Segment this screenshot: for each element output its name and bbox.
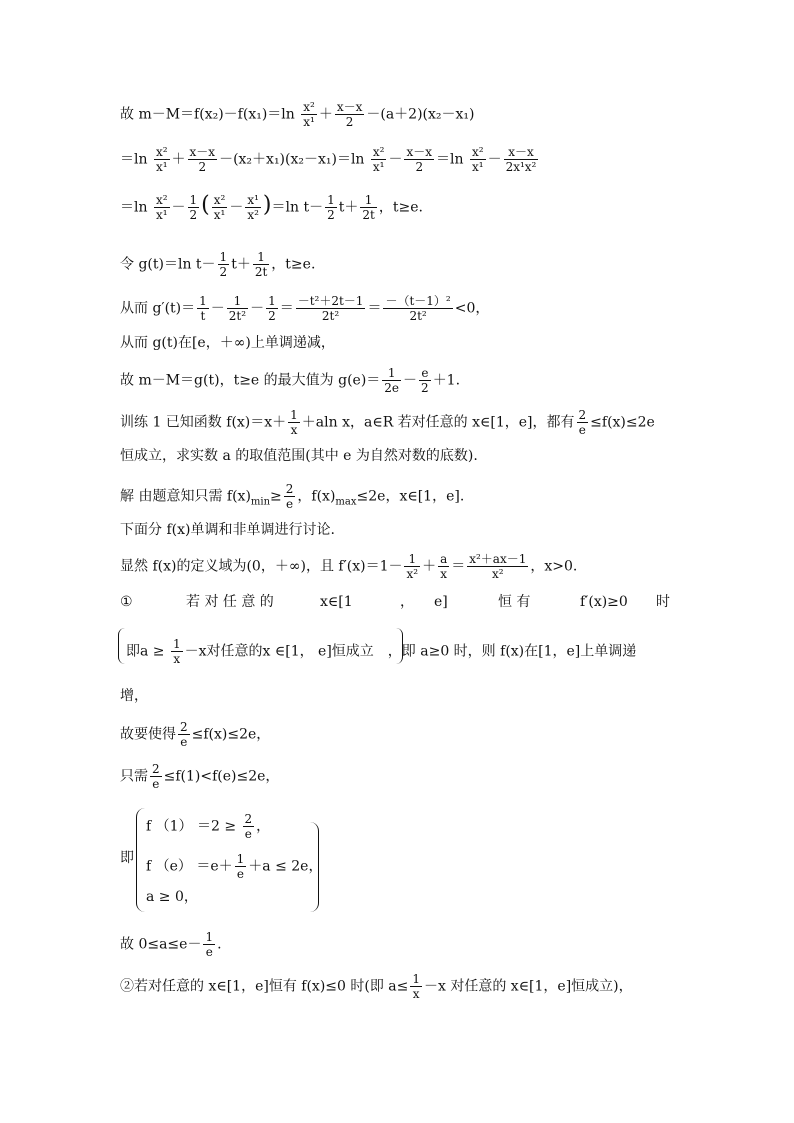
fraction <box>218 250 230 279</box>
denominator: 2x¹x² <box>505 160 537 174</box>
fraction <box>404 552 420 581</box>
fraction <box>266 294 278 323</box>
text: ( <box>201 192 210 218</box>
numerator: 2 <box>152 762 160 776</box>
text: 时 <box>656 594 670 610</box>
denominator: x¹ <box>155 208 168 222</box>
denominator: x² <box>467 566 528 581</box>
denominator: 2 <box>189 208 198 222</box>
denominator: x <box>438 566 449 581</box>
denominator: x¹ <box>471 160 484 174</box>
numerator: a <box>440 552 448 566</box>
numerator: 1 <box>199 294 207 308</box>
text: － <box>210 300 225 317</box>
fraction <box>288 408 300 437</box>
numerator: 1 <box>219 250 228 264</box>
text: ＝ <box>451 558 466 575</box>
denominator: 2t² <box>296 308 366 323</box>
system-line-2 <box>146 852 322 881</box>
denominator: x¹ <box>303 115 315 129</box>
numerator: 1 <box>233 294 242 308</box>
text: ，即 a≥0 时，则 f(x)在[1，e]上单调递 <box>387 643 637 660</box>
fraction <box>404 145 434 174</box>
fraction <box>335 100 365 129</box>
text: ＝ln <box>120 151 152 168</box>
text: t＋ <box>338 199 359 216</box>
fraction <box>178 720 190 749</box>
numerator: 1 <box>257 250 265 264</box>
text: t＋ <box>231 256 251 273</box>
denominator: e <box>243 826 255 841</box>
numerator: x－x <box>336 100 363 114</box>
text: 即a ≥ <box>126 643 169 660</box>
fraction <box>154 145 170 174</box>
fraction <box>243 812 255 841</box>
text: ②若对任意的 x∈[1，e]恒有 f(x)≤0 时(即 a≤ <box>120 978 409 995</box>
text: 从而 g′(t)＝ <box>120 300 196 317</box>
denominator: x² <box>406 567 419 581</box>
denominator: 2t² <box>383 308 452 323</box>
text: . <box>217 936 222 953</box>
numerator: x² <box>372 145 385 159</box>
denominator: t <box>197 308 209 323</box>
equation-line-7 <box>120 366 460 395</box>
text: － <box>487 151 502 168</box>
fraction <box>470 145 486 174</box>
text: ＋aln x，a∈R 若对任意的 x∈[1，e]，都有 <box>301 414 575 431</box>
text: ＋1. <box>432 372 461 389</box>
numerator: 1 <box>172 637 181 651</box>
subscript: max <box>335 496 357 508</box>
denominator: x¹ <box>155 160 168 174</box>
fraction <box>188 145 218 174</box>
numerator: 1 <box>412 972 420 986</box>
text: 即 <box>120 850 134 866</box>
text: 故 0≤a≤e－ <box>120 936 202 953</box>
text: 解 由题意知只需 f(x) <box>120 488 251 505</box>
denominator: e <box>235 866 247 881</box>
text: 从而 g(t)在[e，＋∞)上单调递减， <box>120 335 335 351</box>
denominator: 2t <box>254 265 268 279</box>
denominator: e <box>150 776 162 791</box>
numerator: x² <box>155 193 168 207</box>
text: － <box>250 300 265 317</box>
denominator: x <box>288 422 300 437</box>
fraction <box>301 100 317 129</box>
fraction <box>467 552 528 581</box>
text: － <box>171 199 186 216</box>
numerator: 2 <box>578 408 587 422</box>
denominator: 2 <box>404 159 434 174</box>
system-line-1 <box>146 812 270 841</box>
fraction <box>296 294 366 323</box>
denominator: 2 <box>219 265 228 279</box>
text: a ≥ 0， <box>146 889 198 905</box>
text: ，x>0. <box>530 558 578 575</box>
text: 训练 1 已知函数 f(x)＝x＋ <box>120 414 287 431</box>
numerator: 2 <box>244 812 253 826</box>
numerator: 2 <box>180 720 188 734</box>
text: ， <box>400 594 414 610</box>
numerator: x²＋ax－1 <box>469 552 527 566</box>
solution-line-1 <box>120 482 464 512</box>
denominator: 2e <box>384 381 400 395</box>
text: f （e） ＝e＋ <box>146 858 233 875</box>
numerator: x² <box>303 100 315 114</box>
denominator: e <box>203 944 215 959</box>
numerator: 1 <box>408 552 417 566</box>
numerator: 1 <box>290 408 298 422</box>
text: －x对任意的x ∈[1， e]恒成立 <box>184 643 374 660</box>
text: 恒 有 <box>498 594 531 610</box>
denominator: x¹ <box>372 160 385 174</box>
text: － <box>229 199 244 216</box>
text: ，t≥e. <box>271 256 316 273</box>
text: ≤f(x)≤2e， <box>191 726 271 743</box>
text: ＝ <box>279 300 294 317</box>
equation-line-4 <box>120 250 315 279</box>
text: 增， <box>120 688 148 704</box>
text: 若 对 任 意 的 <box>186 594 274 610</box>
text: 显然 f(x)的定义域为(0，＋∞)，且 f′(x)＝1－ <box>120 558 403 575</box>
text: 故 m－M＝g(t)，t≥e 的最大值为 g(e)＝ <box>120 372 381 389</box>
text: f′(x)≥0 <box>580 594 628 610</box>
text: ＋a ≤ 2e， <box>248 858 323 875</box>
fraction <box>197 294 209 323</box>
equation-line-16 <box>120 720 270 749</box>
fraction <box>438 552 449 581</box>
text: －(a＋2)(x₂－x₁) <box>366 106 475 123</box>
text: e] <box>434 594 448 610</box>
numerator: x¹ <box>247 193 259 207</box>
numerator: x－x <box>189 145 216 159</box>
subscript: min <box>250 496 271 508</box>
denominator: x¹ <box>213 208 226 222</box>
numerator: 1 <box>189 193 198 207</box>
text: －(x₂＋x₁)(x₂－x₁)＝ln <box>219 151 369 168</box>
numerator: x² <box>213 193 226 207</box>
denominator: 2t <box>362 208 375 222</box>
text: －x 对任意的 x∈[1，e]恒成立)， <box>424 978 633 995</box>
fraction <box>171 637 183 666</box>
text: ≤f(1)<f(e)≤2e， <box>163 768 280 785</box>
text: 故要使得 <box>120 726 176 743</box>
text: ≤2e，x∈[1，e]. <box>356 488 465 505</box>
case-1-condition <box>126 637 636 666</box>
numerator: x² <box>471 145 484 159</box>
denominator: 2t² <box>228 309 247 323</box>
text: ) <box>262 192 272 218</box>
text: ≥ <box>270 488 282 505</box>
numerator: 2 <box>285 482 294 496</box>
denominator: 2 <box>335 114 365 129</box>
exercise-statement-line-1 <box>120 408 655 437</box>
text: ， <box>256 818 271 835</box>
text: ＝ln <box>436 151 468 168</box>
text: ，f(x) <box>297 488 336 505</box>
fraction <box>577 408 589 437</box>
fraction <box>383 294 452 323</box>
system-left-brace <box>136 808 145 912</box>
fraction <box>419 366 431 395</box>
text: 下面分 f(x)单调和非单调进行讨论. <box>120 522 335 538</box>
fraction <box>410 972 422 1001</box>
text: 故 m－M＝f(x₂)－f(x₁)＝ln <box>120 106 300 123</box>
numerator: x² <box>155 145 168 159</box>
numerator: 1 <box>327 193 335 207</box>
equation-line-2 <box>120 145 540 174</box>
fraction <box>371 145 387 174</box>
text: ＋ <box>422 558 437 575</box>
numerator: e <box>421 366 429 380</box>
numerator: 1 <box>268 294 276 308</box>
numerator: x－x <box>406 145 433 159</box>
equation-line-1 <box>120 100 474 129</box>
equation-line-17 <box>120 762 279 791</box>
text-line-15 <box>120 686 148 706</box>
text: ，t≥e. <box>378 199 423 216</box>
text: － <box>403 372 418 389</box>
text: ＝ln t－ <box>271 199 324 216</box>
text: ＝ln <box>120 199 152 216</box>
fraction <box>150 762 162 791</box>
text: 恒成立，求实数 a 的取值范围(其中 e 为自然对数的底数). <box>120 448 478 464</box>
exercise-statement-line-2 <box>120 446 478 466</box>
equation-line-5 <box>120 294 489 323</box>
equation-line-3 <box>120 193 423 222</box>
left-paren <box>118 628 125 664</box>
equation-line-18 <box>120 930 222 959</box>
fraction <box>188 193 200 222</box>
text: <0， <box>454 300 490 317</box>
fraction <box>504 145 539 174</box>
numerator: －t²＋2t－1 <box>297 294 364 308</box>
text: － <box>388 151 403 168</box>
denominator: e <box>577 422 589 437</box>
text: ① <box>120 594 133 610</box>
case-2-heading <box>120 972 633 1001</box>
fraction <box>360 193 376 222</box>
fraction <box>203 930 215 959</box>
fraction <box>235 852 247 881</box>
fraction <box>325 193 337 222</box>
text: x∈[1 <box>320 594 353 610</box>
denominator: 2 <box>268 309 276 323</box>
numerator: 1 <box>205 930 214 944</box>
fraction <box>227 294 248 323</box>
text: ≤f(x)≤2e <box>590 414 655 431</box>
numerator: 1 <box>364 193 373 207</box>
denominator: e <box>178 734 190 749</box>
denominator: 2 <box>188 159 218 174</box>
text: ＋ <box>171 151 186 168</box>
fraction <box>245 193 261 222</box>
text-line-6 <box>120 333 335 353</box>
text: ＋ <box>318 106 333 123</box>
denominator: e <box>284 496 296 511</box>
text-line-11 <box>120 520 335 540</box>
fraction <box>212 193 228 222</box>
system-line-3 <box>146 887 198 907</box>
denominator: 2 <box>421 381 429 395</box>
text: 令 g(t)＝ln t－ <box>120 256 216 273</box>
denominator: x <box>410 986 422 1001</box>
denominator: x <box>171 651 183 666</box>
system-label <box>120 848 134 868</box>
fraction <box>253 250 269 279</box>
case-1-heading <box>120 592 675 612</box>
text: 只需 <box>120 768 148 785</box>
fraction <box>382 366 401 395</box>
fraction <box>154 193 170 222</box>
numerator: 1 <box>236 852 245 866</box>
denominator: x² <box>247 208 259 222</box>
numerator: 1 <box>387 366 396 380</box>
numerator: －（t－1）² <box>385 294 451 308</box>
equation-line-12 <box>120 552 577 581</box>
denominator: 2 <box>327 208 335 222</box>
fraction <box>284 482 296 511</box>
text: f （1） ＝2 ≥ <box>146 818 241 835</box>
text: ＝ <box>367 300 382 317</box>
numerator: x－x <box>508 145 534 159</box>
